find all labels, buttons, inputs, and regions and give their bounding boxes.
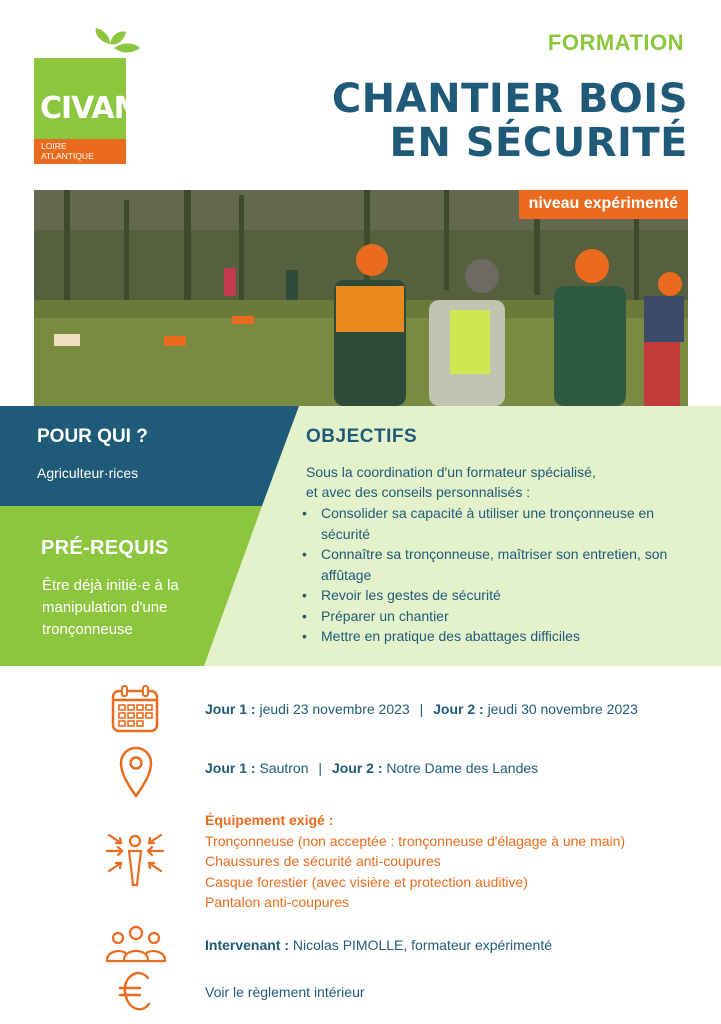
calendar-icon [110, 683, 160, 735]
speaker-label: Intervenant : [205, 937, 290, 953]
protective-equipment-icon [104, 831, 166, 889]
header-kicker: FORMATION [547, 30, 684, 55]
speaker-row [205, 937, 552, 953]
equipment-title: Équipement exigé : [205, 812, 334, 828]
hero-photo [34, 190, 688, 406]
day2-place-value: Notre Dame des Landes [386, 760, 539, 776]
dates-separator: | [419, 701, 424, 717]
objective-item: • Mettre en pratique des abattages difficiles [300, 626, 700, 647]
objective-item: • Préparer un chantier [300, 606, 700, 627]
location-pin-icon [118, 744, 154, 798]
objective-item: • Revoir les gestes de sécurité [300, 585, 700, 606]
forest-scene-illustration [34, 190, 688, 406]
equipment-item: Casque forestier (avec visière et protection auditive) [205, 873, 528, 890]
objectives-title: OBJECTIFS [306, 426, 418, 447]
equipment-item: Pantalon anti-coupures [205, 894, 349, 910]
objectives-list [300, 503, 700, 647]
group-people-icon [104, 924, 168, 964]
day2-date-value: jeudi 30 novembre 2023 [487, 701, 638, 717]
objective-item: • Connaître sa tronçonneuse, maîtriser son entretien, son affûtage [300, 544, 700, 585]
day2-date-label: Jour 2 : [433, 701, 484, 717]
day2-place-label: Jour 2 : [331, 760, 383, 776]
logo-region-line2: ATLANTIQUE [41, 151, 94, 161]
page-title-line2: EN SÉCURITÉ [389, 120, 688, 166]
page-title [332, 77, 688, 165]
day1-place-value: Sautron [259, 760, 309, 776]
logo-region-block [34, 139, 126, 164]
prerequis-title: PRÉ-REQUIS [41, 537, 169, 559]
level-badge: niveau expérimenté [519, 190, 688, 219]
dates-row [205, 701, 638, 717]
logo-region-line1: LOIRE [41, 141, 67, 151]
pour-qui-title: POUR QUI ? [37, 426, 148, 447]
prerequis-text: Être déjà initié·e à la manipulation d'une tronçonneuse [42, 577, 179, 638]
civam-logo [34, 28, 143, 164]
equipment-item: Chaussures de sécurité anti-coupures [205, 853, 441, 869]
euro-icon [118, 970, 152, 1012]
logo-wordmark: CIVAM [40, 91, 143, 126]
equipment-block [205, 810, 625, 913]
places-row [205, 760, 538, 776]
equipment-item: Tronçonneuse (non acceptée : tronçonneuse d'élagage à une main) [205, 832, 626, 849]
page-title-line1: CHANTIER BOIS [331, 76, 688, 122]
price-row: Voir le règlement intérieur [205, 984, 365, 1000]
objective-item: • Consolider sa capacité à utiliser une tronçonneuse en sécurité [300, 503, 700, 544]
objectives-intro [306, 462, 706, 502]
objectives-intro-line2: et avec des conseils personnalisés : [306, 484, 531, 500]
places-separator: | [318, 760, 323, 776]
pour-qui-text: Agriculteur·rices [37, 465, 139, 481]
day1-date-label: Jour 1 : [205, 701, 256, 717]
objectives-intro-line1: Sous la coordination d'un formateur spécialisé, [306, 464, 596, 480]
speaker-value: Nicolas PIMOLLE, formateur expérimenté [292, 937, 553, 953]
day1-date-value: jeudi 23 novembre 2023 [259, 701, 410, 717]
day1-place-label: Jour 1 : [205, 760, 256, 776]
